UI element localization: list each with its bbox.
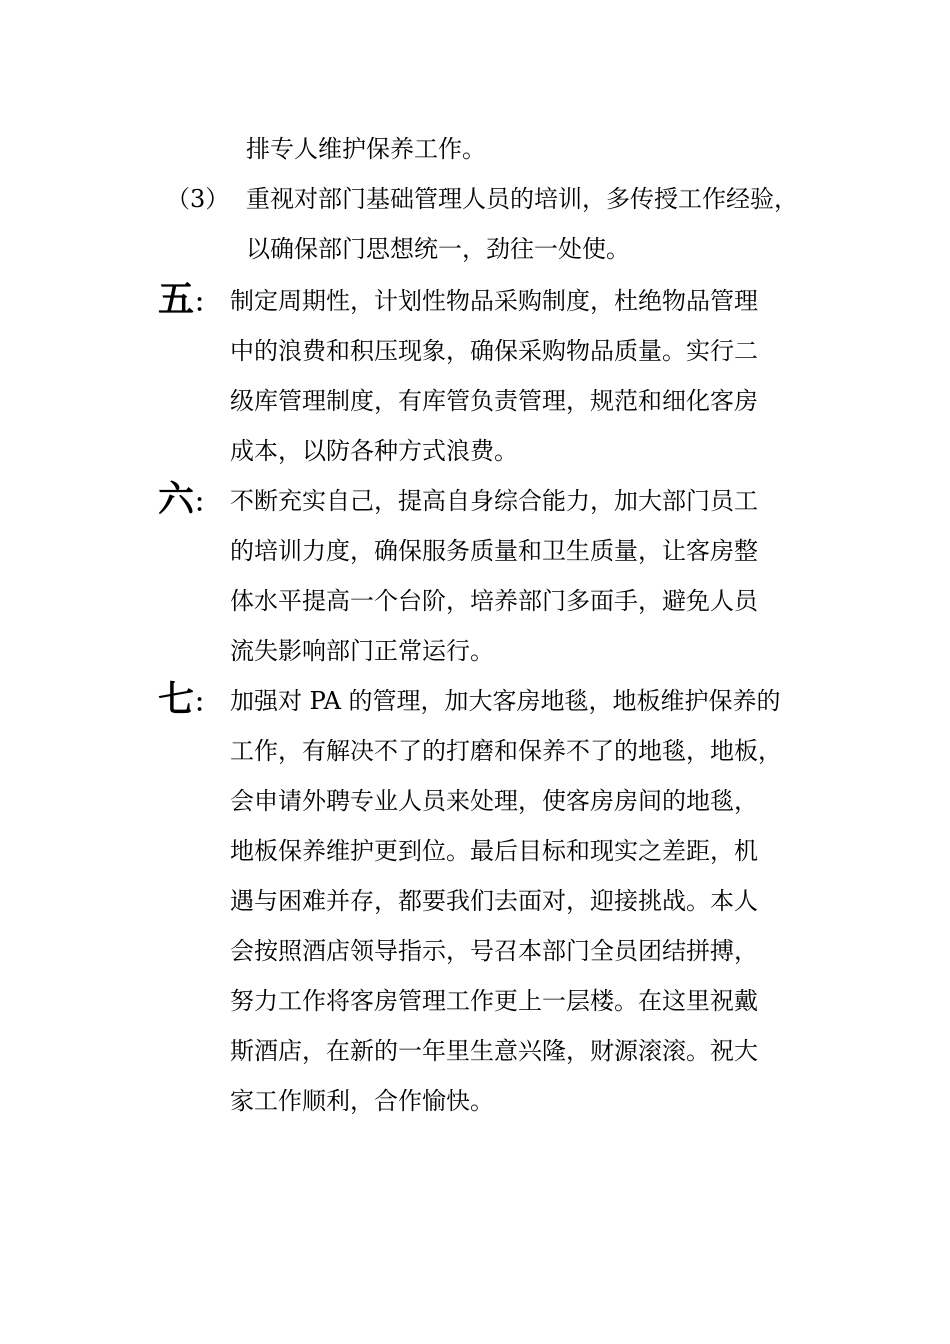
section7-line-4: 地板保养维护更到位。最后目标和现实之差距，机 — [230, 837, 758, 865]
section7-line-5: 遇与困难并存，都要我们去面对，迎接挑战。本人 — [230, 887, 758, 915]
section6-line-2: 的培训力度，确保服务质量和卫生质量，让客房整 — [230, 537, 758, 565]
section7-line-7: 努力工作将客房管理工作更上一层楼。在这里祝戴 — [230, 987, 758, 1015]
section6-line-1: 不断充实自己，提高自身综合能力，加大部门员工 — [230, 487, 758, 515]
section6-heading-colon: ： — [194, 488, 219, 517]
section6-heading — [158, 479, 218, 523]
section6-line-4: 流失影响部门正常运行。 — [230, 637, 494, 665]
item3-line-2: 以确保部门思想统一，劲往一处使。 — [246, 235, 630, 263]
section7-line-2: 工作，有解决不了的打磨和保养不了的地毯，地板， — [230, 737, 782, 765]
section7-line-6: 会按照酒店领导指示，号召本部门全员团结拼搏， — [230, 937, 758, 965]
section7-line-3: 会申请外聘专业人员来处理，使客房房间的地毯， — [230, 787, 758, 815]
section7-line-1: 加强对 PA 的管理，加大客房地毯，地板维护保养的 — [230, 687, 781, 715]
section5-heading-text: 五 — [158, 278, 195, 320]
section5-line-3: 级库管理制度，有库管负责管理，规范和细化客房 — [230, 387, 758, 415]
section5-line-4: 成本，以防各种方式浪费。 — [230, 437, 518, 465]
section7-line-9: 家工作顺利，合作愉快。 — [230, 1087, 494, 1115]
section7-heading-colon: ： — [194, 688, 219, 717]
section5-line-1: 制定周期性，计划性物品采购制度，杜绝物品管理 — [230, 287, 758, 315]
section7-heading — [158, 679, 218, 723]
section5-heading — [158, 279, 218, 323]
section5-heading-colon: ： — [194, 288, 219, 317]
item3-prev-line: 排专人维护保养工作。 — [246, 135, 486, 163]
section6-line-3: 体水平提高一个台阶，培养部门多面手，避免人员 — [230, 587, 758, 615]
section6-heading-text: 六 — [158, 478, 195, 520]
item3-line-1: 重视对部门基础管理人员的培训，多传授工作经验， — [246, 185, 798, 213]
item3-number: （3） — [166, 185, 230, 213]
section5-line-2: 中的浪费和积压现象，确保采购物品质量。实行二 — [230, 337, 758, 365]
section7-line-8: 斯酒店，在新的一年里生意兴隆，财源滚滚。祝大 — [230, 1037, 758, 1065]
section7-heading-text: 七 — [158, 678, 195, 720]
